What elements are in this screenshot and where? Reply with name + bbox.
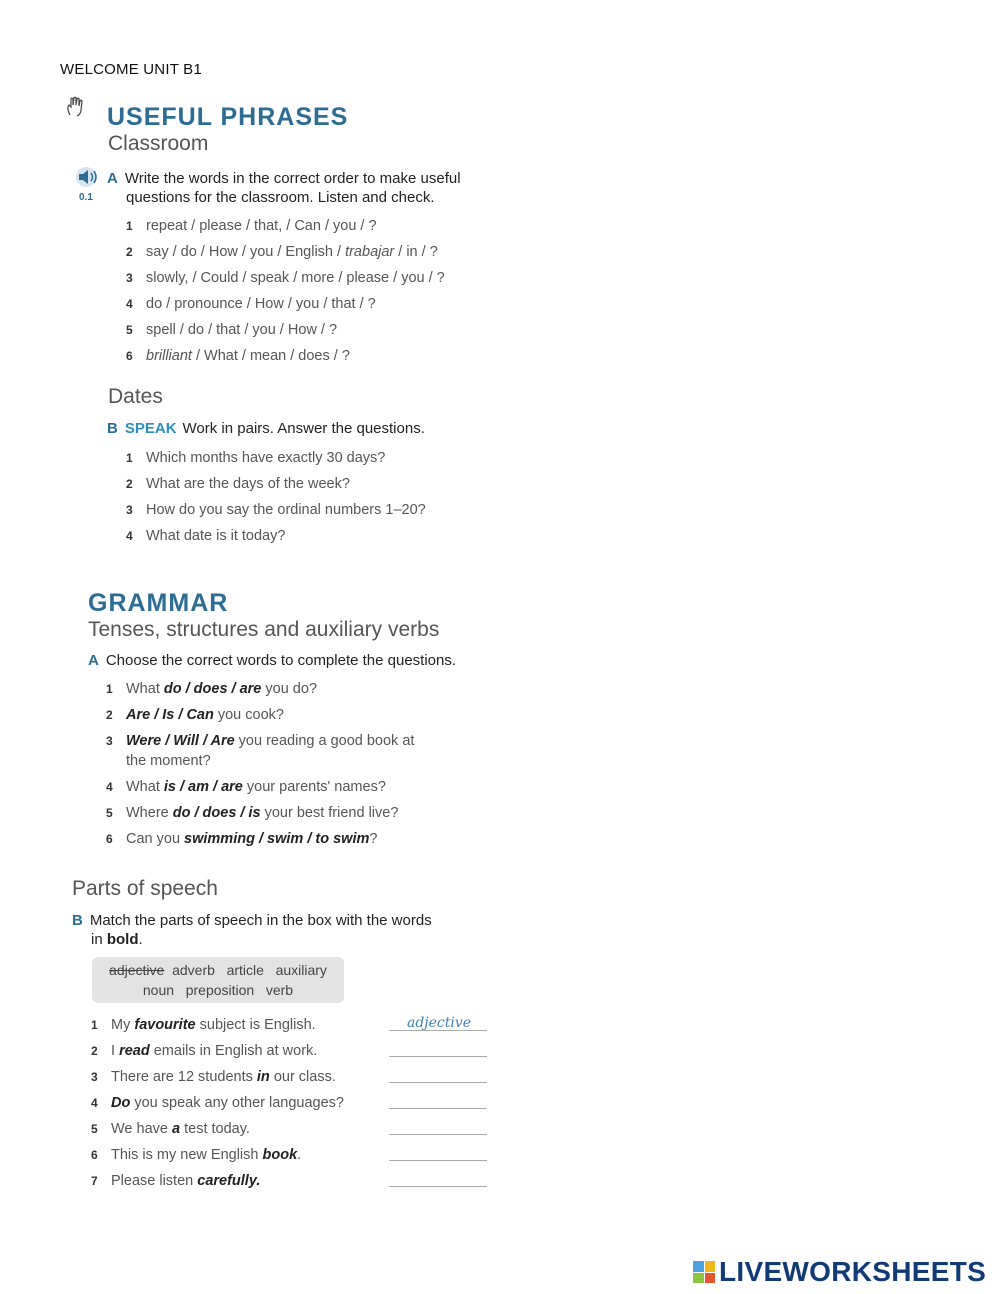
item-text: My favourite subject is English.: [111, 1017, 316, 1033]
list-item: [91, 1067, 511, 1093]
dates-subtitle: Dates: [108, 385, 163, 408]
logo-mark-square: [705, 1273, 716, 1284]
item-choices: is / am / are: [163, 779, 243, 795]
word-box-row-2: noun preposition verb: [142, 982, 294, 998]
item-number: 6: [106, 832, 113, 846]
exercise-letter-a: A: [88, 652, 99, 669]
item-text: repeat / please / that, / Can / you / ?: [146, 218, 377, 234]
parts-of-speech-subtitle: Parts of speech: [72, 877, 218, 900]
item-number: 1: [126, 451, 133, 465]
item-choices: Were / Will / Are: [126, 733, 235, 749]
logo-mark-icon: [693, 1261, 715, 1283]
list-item: [106, 777, 526, 803]
item-number: 3: [91, 1070, 98, 1084]
grammar-a-instruction: [88, 651, 456, 670]
list-item: [126, 474, 526, 500]
logo-mark-square: [693, 1261, 704, 1272]
exercise-letter-b: B: [72, 912, 83, 929]
list-item: [126, 526, 526, 552]
exercise-letter-b: B: [107, 420, 118, 437]
item-number: 3: [126, 503, 133, 517]
list-item: [126, 242, 526, 268]
logo-text: LIVEWORKSHEETS: [719, 1256, 987, 1287]
item-text: Which months have exactly 30 days?: [146, 450, 386, 466]
instruction-line-1: Write the words in the correct order to make useful: [124, 170, 461, 187]
useful-phrases-a-list: [126, 216, 526, 372]
item-number: 3: [126, 271, 133, 285]
item-text: Can you swimming / swim / to swim?: [126, 831, 378, 847]
item-text: brilliant / What / mean / does / ?: [146, 348, 350, 364]
item-choices: do / does / is: [172, 805, 261, 821]
item-text: What do / does / are you do?: [126, 681, 318, 697]
hand-pointer-icon: [64, 95, 88, 119]
item-bold-word: read: [119, 1043, 150, 1059]
answer-field[interactable]: [389, 1134, 487, 1135]
answer-field[interactable]: [389, 1108, 487, 1109]
item-text: Please listen carefully.: [111, 1173, 261, 1189]
list-item: [106, 803, 526, 829]
item-number: 2: [91, 1044, 98, 1058]
track-number: 0.1: [79, 192, 93, 203]
item-choices: do / does / are: [163, 681, 262, 697]
instruction-line-2-post: .: [138, 931, 143, 948]
grammar-title: GRAMMAR: [88, 589, 229, 617]
item-number: 3: [106, 734, 113, 748]
answer-field[interactable]: [389, 1082, 487, 1083]
answer-text: adjective: [407, 1015, 472, 1031]
list-item: [91, 1171, 511, 1197]
list-item: [106, 679, 526, 705]
list-item: [126, 268, 526, 294]
answer-field[interactable]: [389, 1186, 487, 1187]
word-box-struck-word: adjective: [109, 962, 165, 978]
item-text: We have a test today.: [111, 1121, 250, 1137]
item-text: How do you say the ordinal numbers 1–20?: [146, 502, 426, 518]
item-number: 7: [91, 1174, 98, 1188]
list-item: [106, 705, 526, 731]
grammar-a-list: [106, 679, 526, 855]
item-choices: Are / Is / Can: [126, 707, 214, 723]
item-text: Where do / does / is your best friend live?: [126, 805, 399, 821]
item-italic-word: brilliant: [146, 348, 192, 364]
exercise-letter-a: A: [107, 170, 118, 187]
item-bold-word: favourite: [134, 1017, 196, 1033]
liveworksheets-logo: [693, 1256, 986, 1288]
item-number: 5: [126, 323, 133, 337]
list-item: [126, 500, 526, 526]
item-text: Do you speak any other languages?: [111, 1095, 344, 1111]
speak-label: SPEAK: [124, 420, 177, 437]
item-italic-word: trabajar: [345, 244, 395, 260]
item-text: spell / do / that / you / How / ?: [146, 322, 338, 338]
item-text: What date is it today?: [146, 528, 286, 544]
item-number: 1: [106, 682, 113, 696]
list-item: [91, 1119, 511, 1145]
list-item: [106, 731, 526, 777]
list-item: [91, 1093, 511, 1119]
item-text: do / pronounce / How / you / that / ?: [146, 296, 376, 312]
list-item: [126, 320, 526, 346]
item-bold-word: Do: [111, 1095, 131, 1111]
item-number: 6: [91, 1148, 98, 1162]
instruction-text: Work in pairs. Answer the questions.: [182, 420, 425, 437]
answer-field[interactable]: [389, 1160, 487, 1161]
instruction-line-1: Match the parts of speech in the box with the words: [89, 912, 432, 929]
list-item: [126, 216, 526, 242]
list-item: [106, 829, 526, 855]
item-bold-word: in: [256, 1069, 270, 1085]
item-bold-word: book: [262, 1147, 298, 1163]
item-bold-word: carefully.: [197, 1173, 261, 1189]
item-number: 5: [91, 1122, 98, 1136]
exercise-a-instruction: [107, 169, 507, 207]
item-text: There are 12 students in our class.: [111, 1069, 336, 1085]
list-item: [126, 294, 526, 320]
dates-b-list: [126, 448, 526, 552]
item-text: This is my new English book.: [111, 1147, 302, 1163]
list-item: [126, 448, 526, 474]
grammar-b-instruction: [72, 911, 492, 949]
item-text: What is / am / are your parents' names?: [126, 779, 386, 795]
list-item: [126, 346, 526, 372]
item-choices: swimming / swim / to swim: [184, 831, 370, 847]
word-box-row-1-rest: adverb article auxiliary: [164, 962, 327, 978]
grammar-subtitle: Tenses, structures and auxiliary verbs: [88, 618, 440, 641]
item-text-continued: the moment?: [126, 753, 211, 769]
item-number: 4: [126, 529, 133, 543]
item-number: 1: [126, 219, 133, 233]
item-text: What are the days of the week?: [146, 476, 350, 492]
item-text: say / do / How / you / English / trabajar / in / ?: [146, 244, 438, 260]
answer-field[interactable]: [389, 1056, 487, 1057]
item-number: 1: [91, 1018, 98, 1032]
instruction-line-2: questions for the classroom. Listen and check.: [126, 189, 435, 206]
item-text: slowly, / Could / speak / more / please / you / ?: [146, 270, 445, 286]
item-number: 5: [106, 806, 113, 820]
logo-mark-square: [693, 1273, 704, 1284]
instruction-line-2: [72, 931, 143, 948]
instruction-line-2-bold: bold: [106, 931, 139, 948]
list-item: [91, 1015, 511, 1041]
instruction-text: Choose the correct words to complete the questions.: [105, 652, 457, 669]
item-number: 2: [126, 245, 133, 259]
item-number: 2: [106, 708, 113, 722]
exercise-b-instruction: [107, 419, 425, 438]
item-number: 2: [126, 477, 133, 491]
page-label: WELCOME UNIT B1: [60, 61, 202, 78]
parts-of-speech-b-list: [91, 1015, 511, 1197]
item-bold-word: a: [172, 1121, 181, 1137]
classroom-subtitle: Classroom: [108, 132, 209, 155]
logo-mark-square: [705, 1261, 716, 1272]
list-item: [91, 1145, 511, 1171]
item-text: Were / Will / Are you reading a good book at the moment?: [126, 733, 415, 769]
instruction-line-2-pre: in: [91, 931, 107, 948]
item-text: Are / Is / Can you cook?: [126, 707, 284, 723]
item-number: 6: [126, 349, 133, 363]
item-number: 4: [126, 297, 133, 311]
word-box-row-1: [92, 960, 344, 980]
useful-phrases-title: USEFUL PHRASES: [107, 103, 349, 131]
item-text: I read emails in English at work.: [111, 1043, 318, 1059]
item-number: 4: [106, 780, 113, 794]
audio-speaker-icon[interactable]: [74, 166, 102, 188]
item-number: 4: [91, 1096, 98, 1110]
word-box: [92, 957, 344, 1003]
list-item: [91, 1041, 511, 1067]
